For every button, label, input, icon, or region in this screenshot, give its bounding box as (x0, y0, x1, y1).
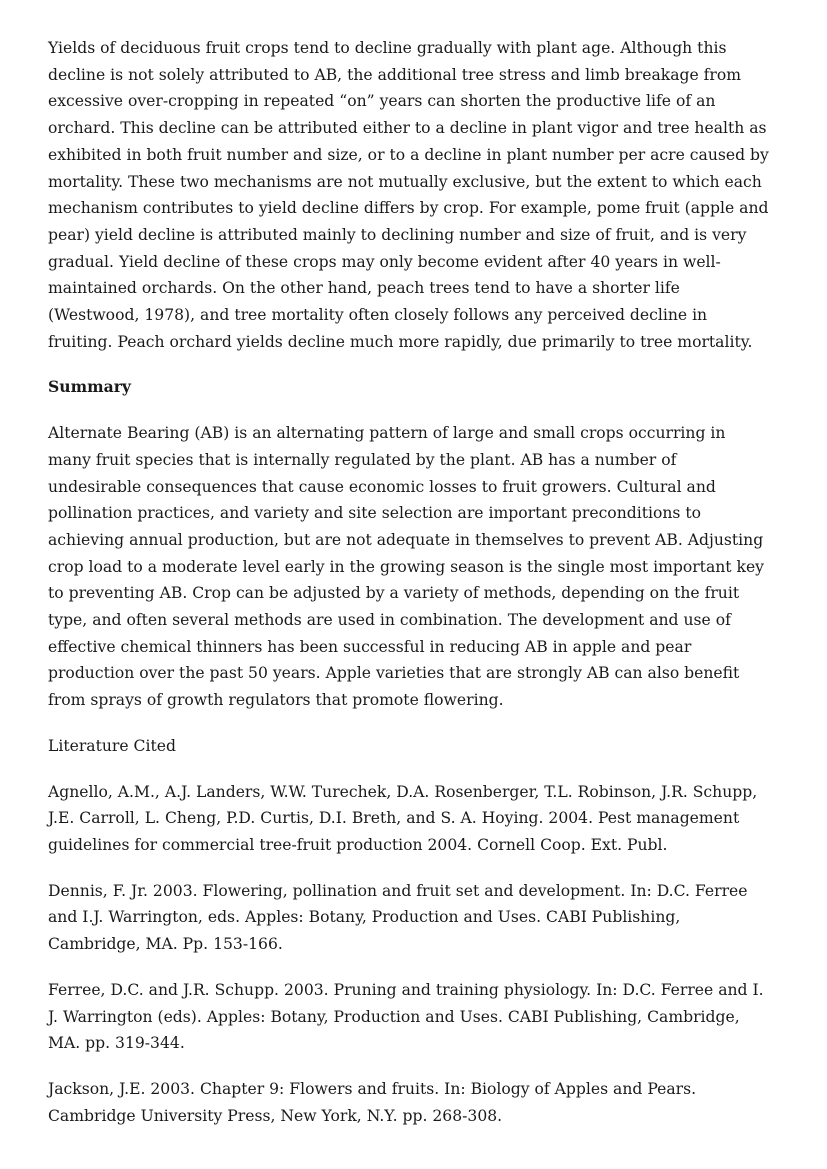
summary-paragraph: Alternate Bearing (AB) is an alternating pattern of large and small crops occurring in many fruit species that is internally regulated by the plant. AB has a number of undesirable consequences that cause economic losses to fruit growers. Cultural and pollination practices, and variety and site selection are important preconditions to achieving annual production, but are not adequate in themselves to prevent AB. Adjusting crop load to a moderate level early in the growing season is the single most important key to preventing AB. Crop can be adjusted by a variety of methods, depending on the fruit type, and often several methods are used in combination. The development and use of effective chemical thinners has been successful in reducing AB in apple and pear production over the past 50 years. Apple varieties that are strongly AB can also benefit from sprays of growth regulators that promote flowering. (48, 424, 764, 710)
reference-item: Dennis, F. Jr. 2003. Flowering, pollination and fruit set and development. In: D.C. Ferree and I.J. Warrington, eds. Apples: Botany, Production and Uses. CABI Publishing, Cambridge, MA. Pp. 153-166. (48, 881, 748, 954)
reference-item: Jackson, J.E. 2003. Chapter 9: Flowers and fruits. In: Biology of Apples and Pears. Cambridge University Press, New York, N.Y. pp. 268-308. (48, 1079, 697, 1125)
literature-cited-heading: Literature Cited (48, 736, 176, 755)
reference-item: Agnello, A.M., A.J. Landers, W.W. Turechek, D.A. Rosenberger, T.L. Robinson, J.R. Schupp, J.E. Carroll, L. Cheng, P.D. Curtis, D.I. Breth, and S. A. Hoying. 2004. Pest management guidelines for commercial tree-fruit production 2004. Cornell Coop. Ext. Publ. (48, 782, 758, 854)
document-page (48, 35, 772, 1148)
summary-heading: Summary (48, 377, 131, 397)
intro-paragraph: Yields of deciduous fruit crops tend to decline gradually with plant age. Although this decline is not solely attributed to AB, the additional tree stress and limb breakage from excessive over-cropping in repeated “on” years can shorten the productive life of an orchard. This decline can be attributed either to a decline in plant vigor and tree health as exhibited in both fruit number and size, or to a decline in plant number per acre caused by mortality. These two mechanisms are not mutually exclusive, but the extent to which each mechanism contributes to yield decline differs by crop. For example, pome fruit (apple and pear) yield decline is attributed mainly to declining number and size of fruit, and is very gradual. Yield decline of these crops may only become evident after 40 years in well-maintained orchards. On the other hand, peach trees tend to have a shorter life (Westwood, 1978), and tree mortality often closely follows any perceived decline in fruiting. Peach orchard yields decline much more rapidly, due primarily to tree mortality. (48, 39, 769, 351)
reference-item: Ferree, D.C. and J.R. Schupp. 2003. Pruning and training physiology. In: D.C. Ferree and I. J. Warrington (eds). Apples: Botany, Production and Uses. CABI Publishing, Cambridge, MA. pp. 319-344. (48, 980, 764, 1053)
